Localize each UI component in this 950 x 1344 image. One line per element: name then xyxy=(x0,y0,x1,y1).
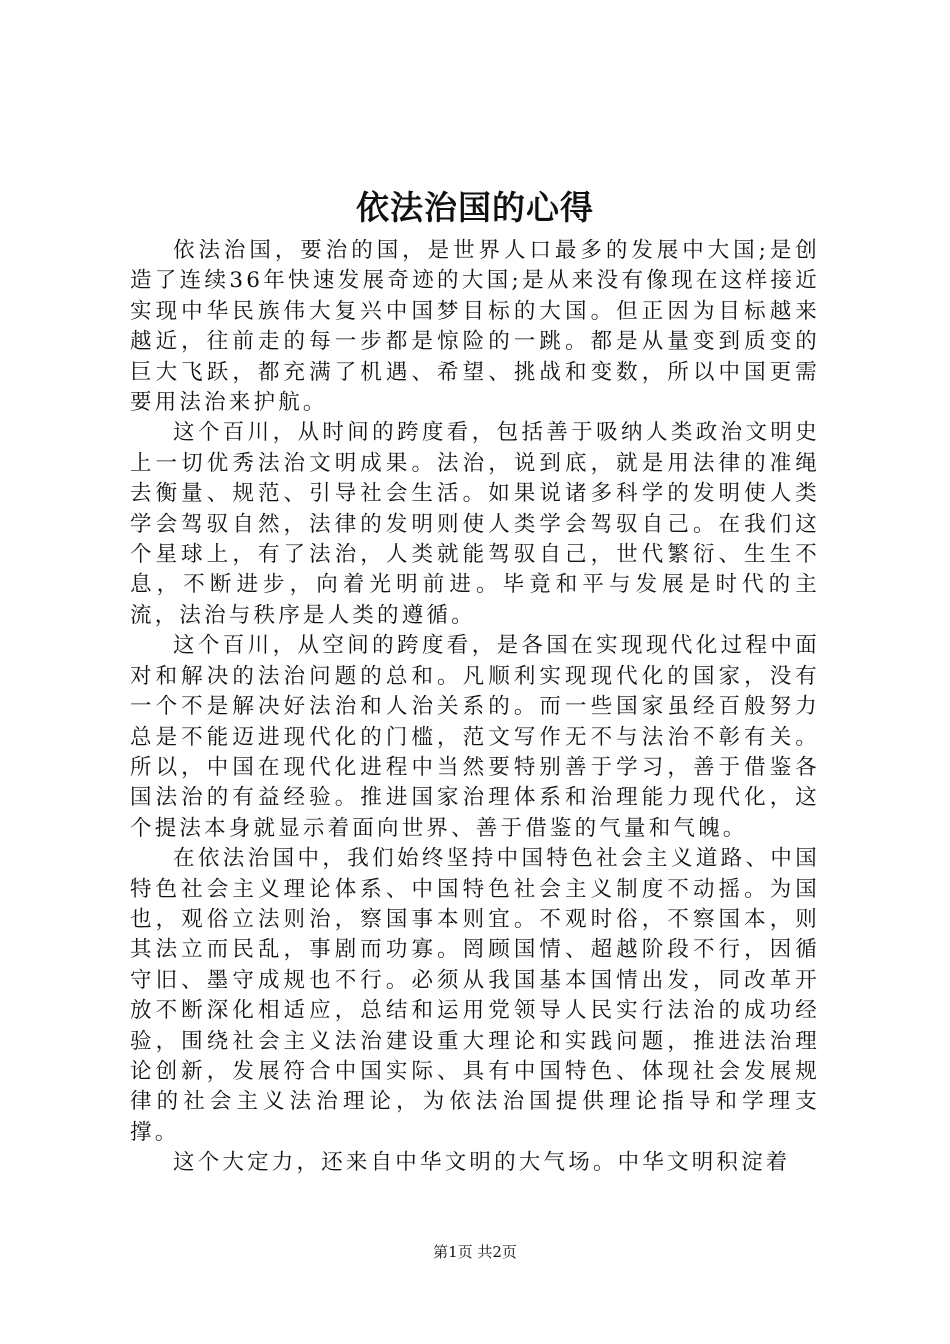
document-body xyxy=(130,236,820,1179)
paragraph: 在依法治国中，我们始终坚持中国特色社会主义道路、中国特色社会主义理论体系、中国特色社会主义制度不动摇。为国也，观俗立法则治，察国事本则宜。不观时俗，不察国本，则其法立而民乱，事剧而功寡。罔顾国情、超越阶段不行，因循守旧、墨守成规也不行。必须从我国基本国情出发，同改革开放不断深化相适应，总结和运用党领导人民实行法治的成功经验，围绕社会主义法治建设重大理论和实践问题，推进法治理论创新，发展符合中国实际、具有中国特色、体现社会发展规律的社会主义法治理论，为依法治国提供理论指导和学理支撑。 xyxy=(130,846,820,1145)
page-number-footer: 第1页 共2页 xyxy=(433,1243,517,1261)
paragraph: 这个百川，从空间的跨度看，是各国在实现现代化过程中面对和解决的法治问题的总和。凡顺利实现现代化的国家，没有一个不是解决好法治和人治关系的。而一些国家虽经百般努力总是不能迈进现代化的门槛，范文写作无不与法治不彰有关。所以，中国在现代化进程中当然要特别善于学习，善于借鉴各国法治的有益经验。推进国家治理体系和治理能力现代化，这个提法本身就显示着面向世界、善于借鉴的气量和气魄。 xyxy=(130,633,820,841)
paragraph: 依法治国，要治的国，是世界人口最多的发展中大国;是创造了连续36年快速发展奇迹的大国;是从来没有像现在这样接近实现中华民族伟大复兴中国梦目标的大国。但正因为目标越来越近，往前走的每一步都是惊险的一跳。都是从量变到质变的巨大飞跃，都充满了机遇、希望、挑战和变数，所以中国更需要用法治来护航。 xyxy=(130,238,820,416)
document-title: 依法治国的心得 xyxy=(356,188,594,227)
paragraph: 这个百川，从时间的跨度看，包括善于吸纳人类政治文明史上一切优秀法治文明成果。法治，说到底，就是用法律的准绳去衡量、规范、引导社会生活。如果说诸多科学的发明使人类学会驾驭自然，法律的发明则使人类学会驾驭自己。在我们这个星球上，有了法治，人类就能驾驭自己，世代繁衍、生生不息，不断进步，向着光明前进。毕竟和平与发展是时代的主流，法治与秩序是人类的遵循。 xyxy=(130,420,820,628)
paragraph: 这个大定力，还来自中华文明的大气场。中华文明积淀着 xyxy=(173,1150,791,1176)
